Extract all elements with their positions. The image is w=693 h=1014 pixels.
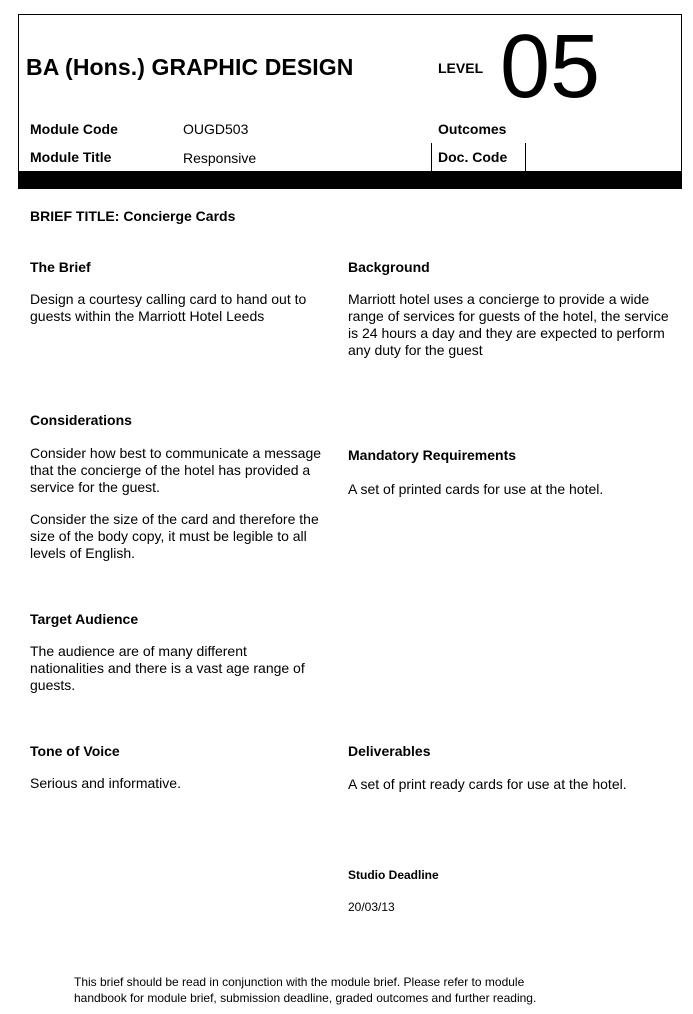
- divider-doc-code-right: [525, 143, 526, 171]
- level-number: 05: [500, 17, 601, 117]
- footer-note: This brief should be read in conjunction with the module brief. Please refer to module handbook for module brief, submission deadline, graded outcomes and further reading.: [74, 975, 537, 1005]
- considerations-para-2: Consider the size of the card and therefore the size of the body copy, it must be legible to all levels of English.: [30, 511, 319, 561]
- background-text: Marriott hotel uses a concierge to provide a wide range of services for guests of the hotel, the service is 24 hours a day and they are expected to perform any duty for the guest: [348, 291, 669, 358]
- mandatory-text: A set of printed cards for use at the hotel.: [348, 481, 604, 497]
- the-brief-heading: The Brief: [30, 259, 91, 275]
- considerations-para-1: Consider how best to communicate a message that the concierge of the hotel has provided a service for the guest.: [30, 445, 322, 495]
- module-code-value: OUGD503: [183, 121, 249, 137]
- course-title: BA (Hons.) GRAPHIC DESIGN: [26, 54, 354, 80]
- module-code-label: Module Code: [30, 121, 118, 137]
- outcomes-label: Outcomes: [438, 121, 507, 137]
- background-heading: Background: [348, 259, 430, 275]
- studio-deadline-date: 20/03/13: [348, 900, 395, 914]
- header-bar: [18, 171, 682, 189]
- the-brief-text: Design a courtesy calling card to hand out to guests within the Marriott Hotel Leeds: [30, 291, 307, 324]
- tone-text: Serious and informative.: [30, 775, 181, 791]
- deliverables-heading: Deliverables: [348, 743, 431, 759]
- tone-heading: Tone of Voice: [30, 743, 120, 759]
- deliverables-text: A set of print ready cards for use at the hotel.: [348, 776, 627, 792]
- mandatory-heading: Mandatory Requirements: [348, 447, 517, 463]
- target-audience-heading: Target Audience: [30, 611, 139, 627]
- considerations-heading: Considerations: [30, 412, 132, 428]
- target-audience-text: The audience are of many different nationalities and there is a vast age range of guests.: [30, 643, 305, 693]
- divider-doc-code-left: [431, 143, 432, 171]
- doc-code-label: Doc. Code: [438, 149, 508, 165]
- level-label: LEVEL: [438, 60, 484, 76]
- module-title-value: Responsive: [183, 150, 257, 166]
- module-title-label: Module Title: [30, 149, 112, 165]
- studio-deadline-heading: Studio Deadline: [348, 868, 439, 882]
- brief-title: BRIEF TITLE: Concierge Cards: [30, 208, 236, 224]
